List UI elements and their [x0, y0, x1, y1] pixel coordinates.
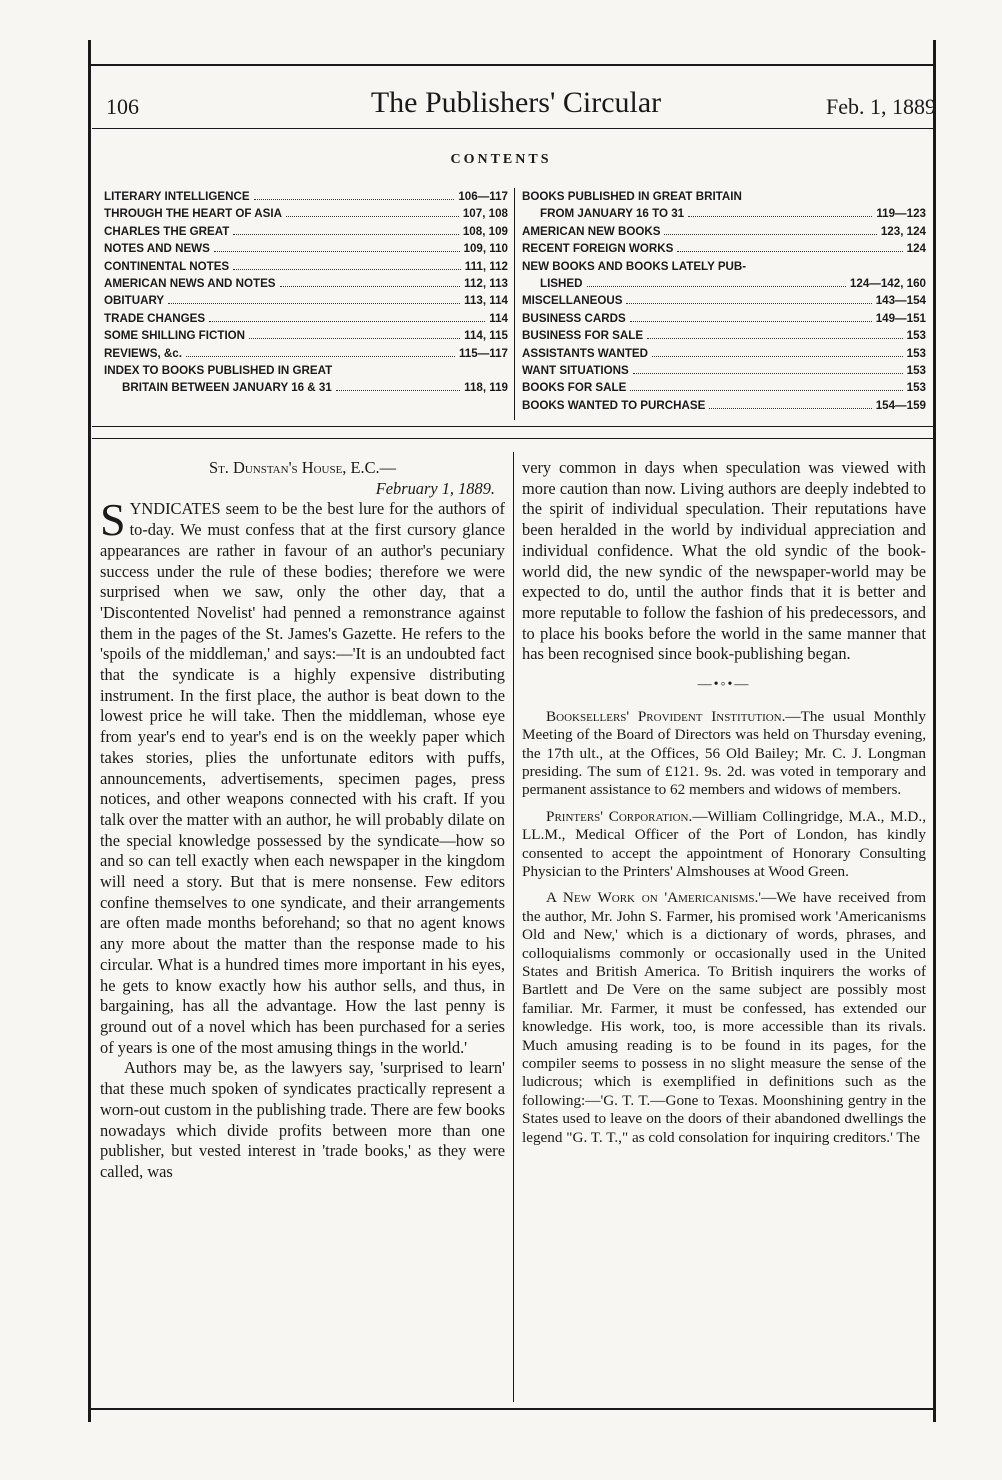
toc-entry: SOME SHILLING FICTION 114, 115: [104, 329, 508, 343]
toc-entry: NEW BOOKS AND BOOKS LATELY PUB-: [522, 259, 747, 273]
toc-entry: MISCELLANEOUS 143—154: [522, 294, 926, 308]
news-item: A New Work on 'Americanisms.'—We have received from the author, Mr. John S. Farmer, his promised work 'Americanisms Old and New,' which is a dictionary of words, phrases, and colloquialisms commonly or occasionally used in the United States and British America. To British inquirers the works of Bartlett and De Vere on the same subject are possibly most familiar. Mr. Farmer, it must be confessed, has extended our knowledge. His work, too, is more accessible than its rivals. Much amusing reading is to be found in its pages, for the compiler seems to possess in no slight measure the sense of the ludicrous; which is exemplified in definitions such as the following:—'G. T. T.—Gone to Texas. Moonshining gentry in the States used to leave on the doors of their abandoned dwellings the legend "G. T. T.," as cold consolation for inquiring creditors.' The: [522, 889, 927, 1146]
toc-entry: AMERICAN NEW BOOKS 123, 124: [522, 224, 926, 238]
toc-entry: NOTES AND NEWS 109, 110: [104, 242, 508, 256]
page-number: 106: [106, 94, 139, 119]
toc-entry: BRITAIN BETWEEN JANUARY 16 & 31 118, 119: [122, 381, 508, 395]
contents-column-divider: [514, 188, 515, 420]
toc-entry: THROUGH THE HEART OF ASIA 107, 108: [104, 207, 508, 221]
toc-entry: TRADE CHANGES 114: [104, 311, 508, 325]
article-left-column: [100, 458, 505, 1183]
toc-entry: BOOKS PUBLISHED IN GREAT BRITAIN: [522, 190, 742, 203]
toc-entry: RECENT FOREIGN WORKS 124: [522, 242, 926, 256]
toc-entry: CONTINENTAL NOTES 111, 112: [104, 259, 508, 273]
article-address: St. Dunstan's House, E.C.—: [208, 458, 397, 477]
article-paragraph-3: very common in days when speculation was viewed with more caution than now. Living authors are deeply indebted to the spirit of individual speculation. Their reputations have been heralded in the world by individual appreciation and individual confidence. What the old syndic of the book-world did, the new syndic of the newspaper-world may be expected to do, until the author finds that it is better and more reputable to follow the fashion of his predecessors, and to place his books before the world in the same manner that has been recognised since book-publishing began.: [522, 458, 926, 664]
top-border-rule: [88, 64, 936, 66]
article-date: February 1, 1889.: [375, 478, 495, 498]
contents-right-column: [522, 190, 926, 416]
bottom-border-rule: [88, 1408, 936, 1410]
toc-entry: BOOKS FOR SALE 153: [522, 381, 926, 395]
article-right-column: [522, 458, 926, 1147]
section-ornament: —•◦•—: [697, 677, 751, 693]
toc-entry: LITERARY INTELLIGENCE 106—117: [104, 190, 508, 203]
contents-heading: CONTENTS: [450, 152, 552, 167]
news-item: Printers' Corporation.—William Collingridge, M.A., M.D., LL.M., Medical Officer of the Port of London, has kindly consented to accept the appointment of Honorary Consulting Physician to the Printers' Almshouses at Wood Green.: [522, 807, 926, 880]
toc-entry: WANT SITUATIONS 153: [522, 363, 926, 377]
toc-entry: BUSINESS CARDS 149—151: [522, 311, 926, 325]
toc-entry: CHARLES THE GREAT 108, 109: [104, 224, 508, 238]
body-column-divider: [513, 452, 514, 1402]
article-paragraph-1: SYNDICATES seem to be the best lure for the authors of to-day. We must confess that at the first cursory glance appearances are rather in favour of an author's pecuniary success under the rule of these bodies; therefore we were surprised when we saw, only the other day, that a 'Discontented Novelist' had penned a remonstrance against them in the pages of the St. James's Gazette. He refers to the 'spoils of the middleman,' and says:—'It is an undoubted fact that the syndicate is a highly expensive distributing instrument. In the first place, the author is beat down to the lowest price he will take. Then the middleman, whose eye from year's end to year's end is on the weekly paper which takes stories, plies the unfortunate editors with puffs, announcements, advertisements, specimen pages, press notices, and other weapons connected with his craft. If you talk over the matter with an author, he will probably dilate on the special knowledge possessed by the syndicate—how so and so can tell exactly when each newspaper in the kingdom will need a story. But that is mere nonsense. Few editors confine themselves to one syndicate, and their arrangements are often made months beforehand; so that no agent knows any more about the matter than the response made to his circular. What is a hundred times more important in his eyes, he gets to know exactly how his author sells, and thus, in bargaining, has all the advantage. How the last penny is ground out of a novel which has been purchased for a series of years is one of the most amusing things in the world.': [100, 494, 505, 1057]
toc-entry: AMERICAN NEWS AND NOTES 112, 113: [104, 276, 508, 290]
toc-entry: REVIEWS, &c. 115—117: [104, 346, 508, 360]
toc-entry: OBITUARY 113, 114: [104, 294, 508, 308]
header-rule: [92, 128, 934, 129]
drop-cap: S: [100, 494, 126, 546]
toc-entry: BUSINESS FOR SALE 153: [522, 329, 926, 343]
toc-entry: BOOKS WANTED TO PURCHASE 154—159: [522, 398, 926, 412]
news-item: Booksellers' Provident Institution.—The usual Monthly Meeting of the Board of Directors was held on Thursday evening, the 17th ult., at the Offices, 56 Old Bailey; Mr. C. J. Longman presiding. The sum of £121. 9s. 2d. was voted in temporary and permanent assistance to 62 members and widows of members.: [522, 707, 926, 799]
left-border-rule: [88, 40, 91, 1422]
article-paragraph-2: Authors may be, as the lawyers say, 'surprised to learn' that these much spoken of syndicates practically represent a worn-out custom in the publishing trade. There are few books nowadays which divide profits between more than one publisher, but vested interest in 'trade books,' as they were called, was: [100, 1058, 505, 1181]
right-border-rule: [933, 40, 936, 1422]
contents-left-column: [104, 190, 508, 399]
toc-entry: FROM JANUARY 16 TO 31 119—123: [540, 207, 926, 221]
toc-entry: LISHED 124—142, 160: [540, 276, 926, 290]
toc-entry: INDEX TO BOOKS PUBLISHED IN GREAT: [104, 363, 333, 377]
publication-title: The Publishers' Circular: [370, 86, 662, 119]
issue-date: Feb. 1, 1889: [826, 94, 936, 119]
toc-entry: ASSISTANTS WANTED 153: [522, 346, 926, 360]
page-header: [96, 82, 936, 126]
contents-bottom-rule-2: [92, 438, 934, 439]
contents-bottom-rule: [92, 426, 934, 427]
